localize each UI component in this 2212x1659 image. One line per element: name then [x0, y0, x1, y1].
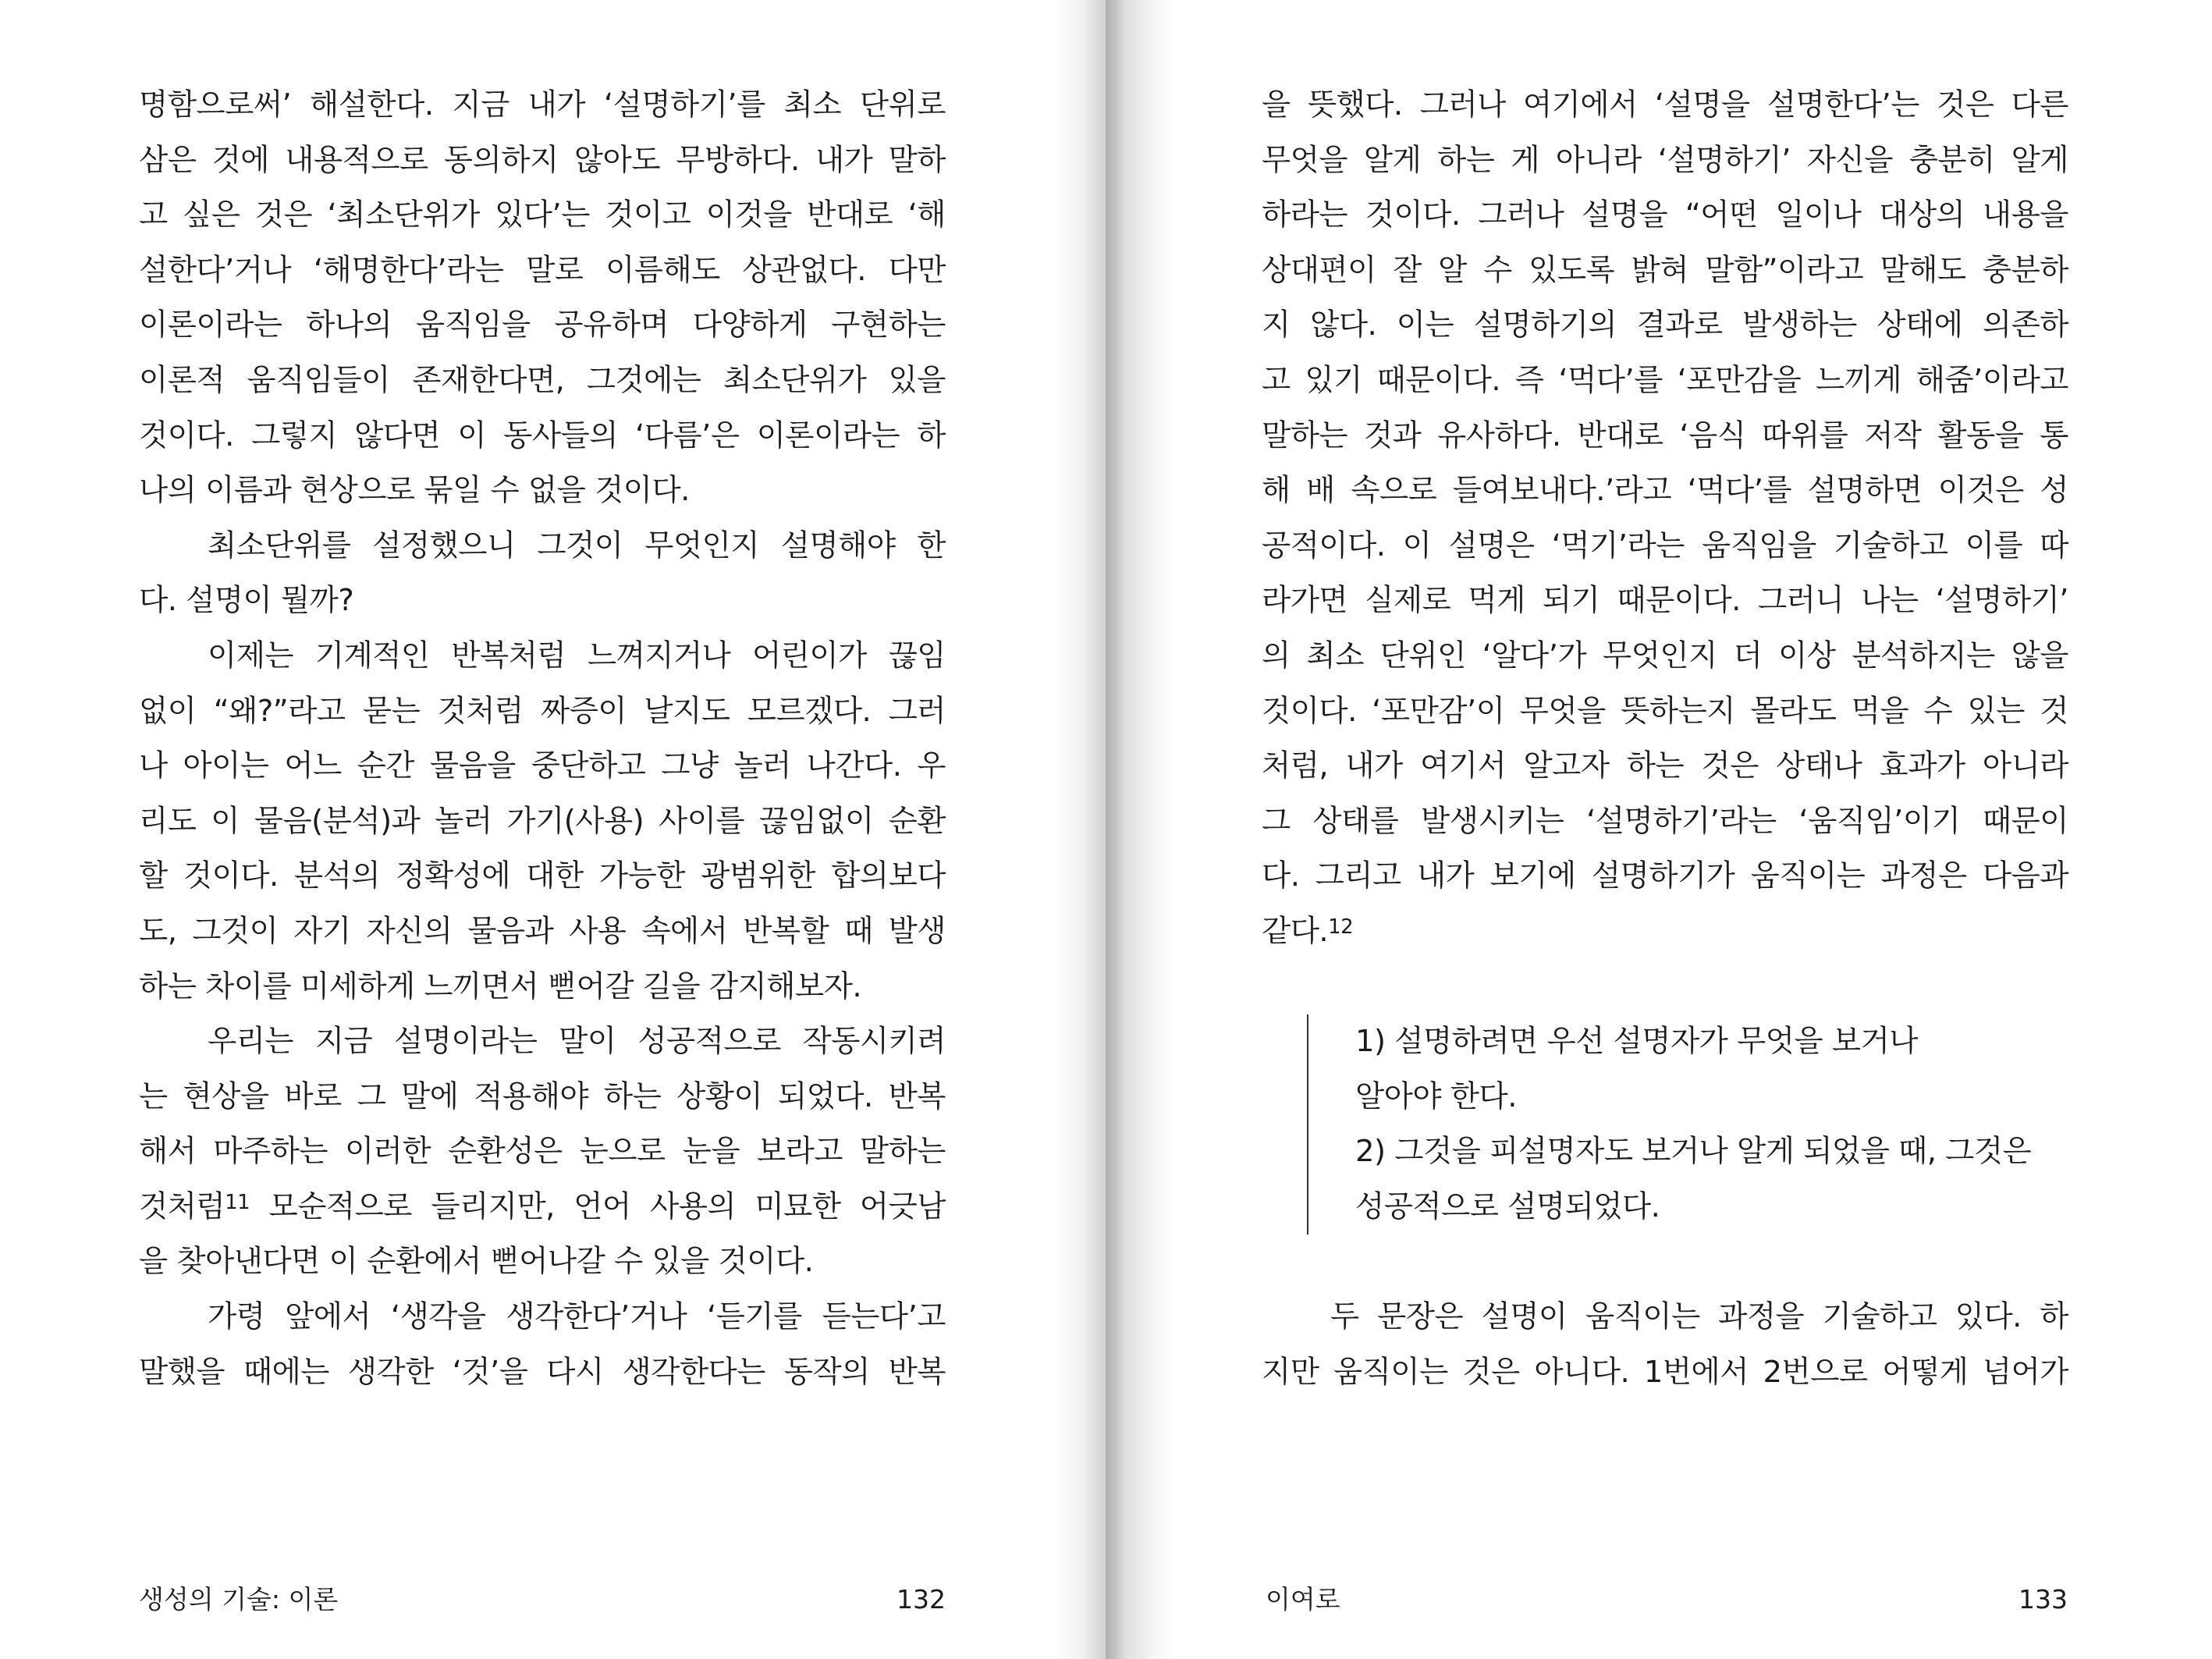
text-line-with-footnote [1262, 904, 2068, 960]
text-line: 우리는 지금 설명이라는 말이 성공적으로 작동시키려 [208, 1024, 946, 1060]
text-line: 라가면 실제로 먹게 되기 때문이다. 그러니 나는 ‘설명하기’ [1262, 583, 2068, 619]
block-quote [1307, 1014, 2068, 1234]
text-line: 해서 마주하는 이러한 순환성은 눈으로 눈을 보라고 말하는 [139, 1134, 946, 1170]
text-line: 이론적 움직임들이 존재한다면, 그것에는 최소단위가 있을 [139, 362, 946, 398]
text-line: 최소단위를 설정했으니 그것이 무엇인지 설명해야 한 [208, 528, 946, 563]
text-segment: 모순적으로 들리지만, 언어 사용의 미묘한 어긋남 [250, 1188, 946, 1224]
text-line: 그 상태를 발생시키는 ‘설명하기’라는 ‘움직임’이기 때문이 [1262, 803, 2068, 839]
text-line: 지 않다. 이는 설명하기의 결과로 발생하는 상태에 의존하 [1262, 307, 2068, 343]
running-title: 이여로 [1266, 1584, 1340, 1615]
text-line: 말하는 것과 유사하다. 반대로 ‘음식 따위를 저작 활동을 통 [1262, 417, 2068, 453]
text-line: 것이다. 그렇지 않다면 이 동사들의 ‘다름’은 이론이라는 하 [139, 417, 946, 453]
right-page [1106, 0, 2212, 1659]
text-line: 나 아이는 어느 순간 물음을 중단하고 그냥 놀러 나간다. 우 [139, 748, 946, 784]
running-title: 생성의 기술: 이론 [139, 1584, 339, 1615]
text-line: 고 있기 때문이다. 즉 ‘먹다’를 ‘포만감을 느끼게 해줌’이라고 [1262, 362, 2068, 398]
text-line: 다. 설명이 뭘까? [139, 583, 354, 619]
text-segment: 같다. [1262, 913, 1329, 949]
text-line: 고 싶은 것은 ‘최소단위가 있다’는 것이고 이것을 반대로 ‘해 [139, 197, 946, 233]
text-line: 삼은 것에 내용적으로 동의하지 않아도 무방하다. 내가 말하 [139, 142, 946, 178]
text-line: 의 최소 단위인 ‘알다’가 무엇인지 더 이상 분석하지는 않을 [1262, 638, 2068, 673]
text-line: 나의 이름과 현상으로 묶일 수 없을 것이다. [139, 473, 690, 509]
text-line: 지만 움직이는 것은 아니다. 1번에서 2번으로 어떻게 넘어가 [1262, 1354, 2068, 1390]
text-segment: 것처럼 [139, 1188, 225, 1224]
text-line: 무엇을 알게 하는 게 아니라 ‘설명하기’ 자신을 충분히 알게 [1262, 142, 2068, 178]
text-line-with-footnote [139, 1180, 946, 1235]
text-line: 할 것이다. 분석의 정확성에 대한 가능한 광범위한 합의보다 [139, 858, 946, 894]
text-line: 해 배 속으로 들여보내다.’라고 ‘먹다’를 설명하면 이것은 성 [1262, 473, 2068, 509]
text-line: 없이 “왜?”라고 묻는 것처럼 짜증이 날지도 모르겠다. 그러 [139, 693, 946, 729]
quote-line: 2) 그것을 피설명자도 보거나 알게 되었을 때, 그것은 [1355, 1134, 2032, 1170]
quote-line: 1) 설명하려면 우선 설명자가 무엇을 보거나 [1355, 1024, 1918, 1060]
text-line: 다. 그리고 내가 보기에 설명하기가 움직이는 과정은 다음과 [1262, 858, 2068, 894]
left-page-body [139, 78, 946, 1400]
text-line: 상대편이 잘 알 수 있도록 밝혀 말함”이라고 말해도 충분하 [1262, 252, 2068, 288]
page-number: 132 [897, 1584, 946, 1615]
text-line: 처럼, 내가 여기서 알고자 하는 것은 상태나 효과가 아니라 [1262, 748, 2068, 784]
text-line: 을 뜻했다. 그러나 여기에서 ‘설명을 설명한다’는 것은 다른 [1262, 87, 2068, 123]
spacer [1262, 1234, 2068, 1290]
spacer [1262, 960, 2068, 1015]
text-line: 것이다. ‘포만감’이 무엇을 뜻하는지 몰라도 먹을 수 있는 것 [1262, 693, 2068, 729]
text-line: 하라는 것이다. 그러나 설명을 “어떤 일이나 대상의 내용을 [1262, 197, 2068, 233]
text-line: 리도 이 물음(분석)과 놀러 가기(사용) 사이를 끊임없이 순환 [139, 803, 946, 839]
text-line: 공적이다. 이 설명은 ‘먹기’라는 움직임을 기술하고 이를 따 [1262, 528, 2068, 563]
page-number: 133 [2018, 1584, 2068, 1615]
footnote-marker[interactable]: 12 [1328, 915, 1354, 939]
gutter-shadow [1051, 0, 1106, 1659]
text-line: 하는 차이를 미세하게 느끼면서 뻗어갈 길을 감지해보자. [139, 968, 862, 1004]
text-line: 는 현상을 바로 그 말에 적용해야 하는 상황이 되었다. 반복 [139, 1078, 946, 1114]
text-line: 도, 그것이 자기 자신의 물음과 사용 속에서 반복할 때 발생 [139, 913, 946, 949]
text-line: 이론이라는 하나의 움직임을 공유하며 다양하게 구현하는 [139, 307, 946, 343]
right-page-body [1262, 78, 2068, 1400]
text-line: 명함으로써’ 해설한다. 지금 내가 ‘설명하기’를 최소 단위로 [139, 87, 946, 123]
quote-line: 성공적으로 설명되었다. [1355, 1188, 1660, 1224]
text-line: 가령 앞에서 ‘생각을 생각한다’거나 ‘듣기를 듣는다’고 [208, 1299, 946, 1335]
gutter-shadow [1106, 0, 1176, 1659]
footnote-marker[interactable]: 11 [225, 1190, 250, 1214]
text-line: 두 문장은 설명이 움직이는 과정을 기술하고 있다. 하 [1330, 1299, 2068, 1335]
text-line: 을 찾아낸다면 이 순환에서 뻗어나갈 수 있을 것이다. [139, 1244, 814, 1280]
text-line: 설한다’거나 ‘해명한다’라는 말로 이름해도 상관없다. 다만 [139, 252, 946, 288]
text-line: 이제는 기계적인 반복처럼 느껴지거나 어린이가 끊임 [208, 638, 946, 673]
text-line: 말했을 때에는 생각한 ‘것’을 다시 생각한다는 동작의 반복 [139, 1354, 946, 1390]
quote-line: 알아야 한다. [1355, 1078, 1517, 1114]
